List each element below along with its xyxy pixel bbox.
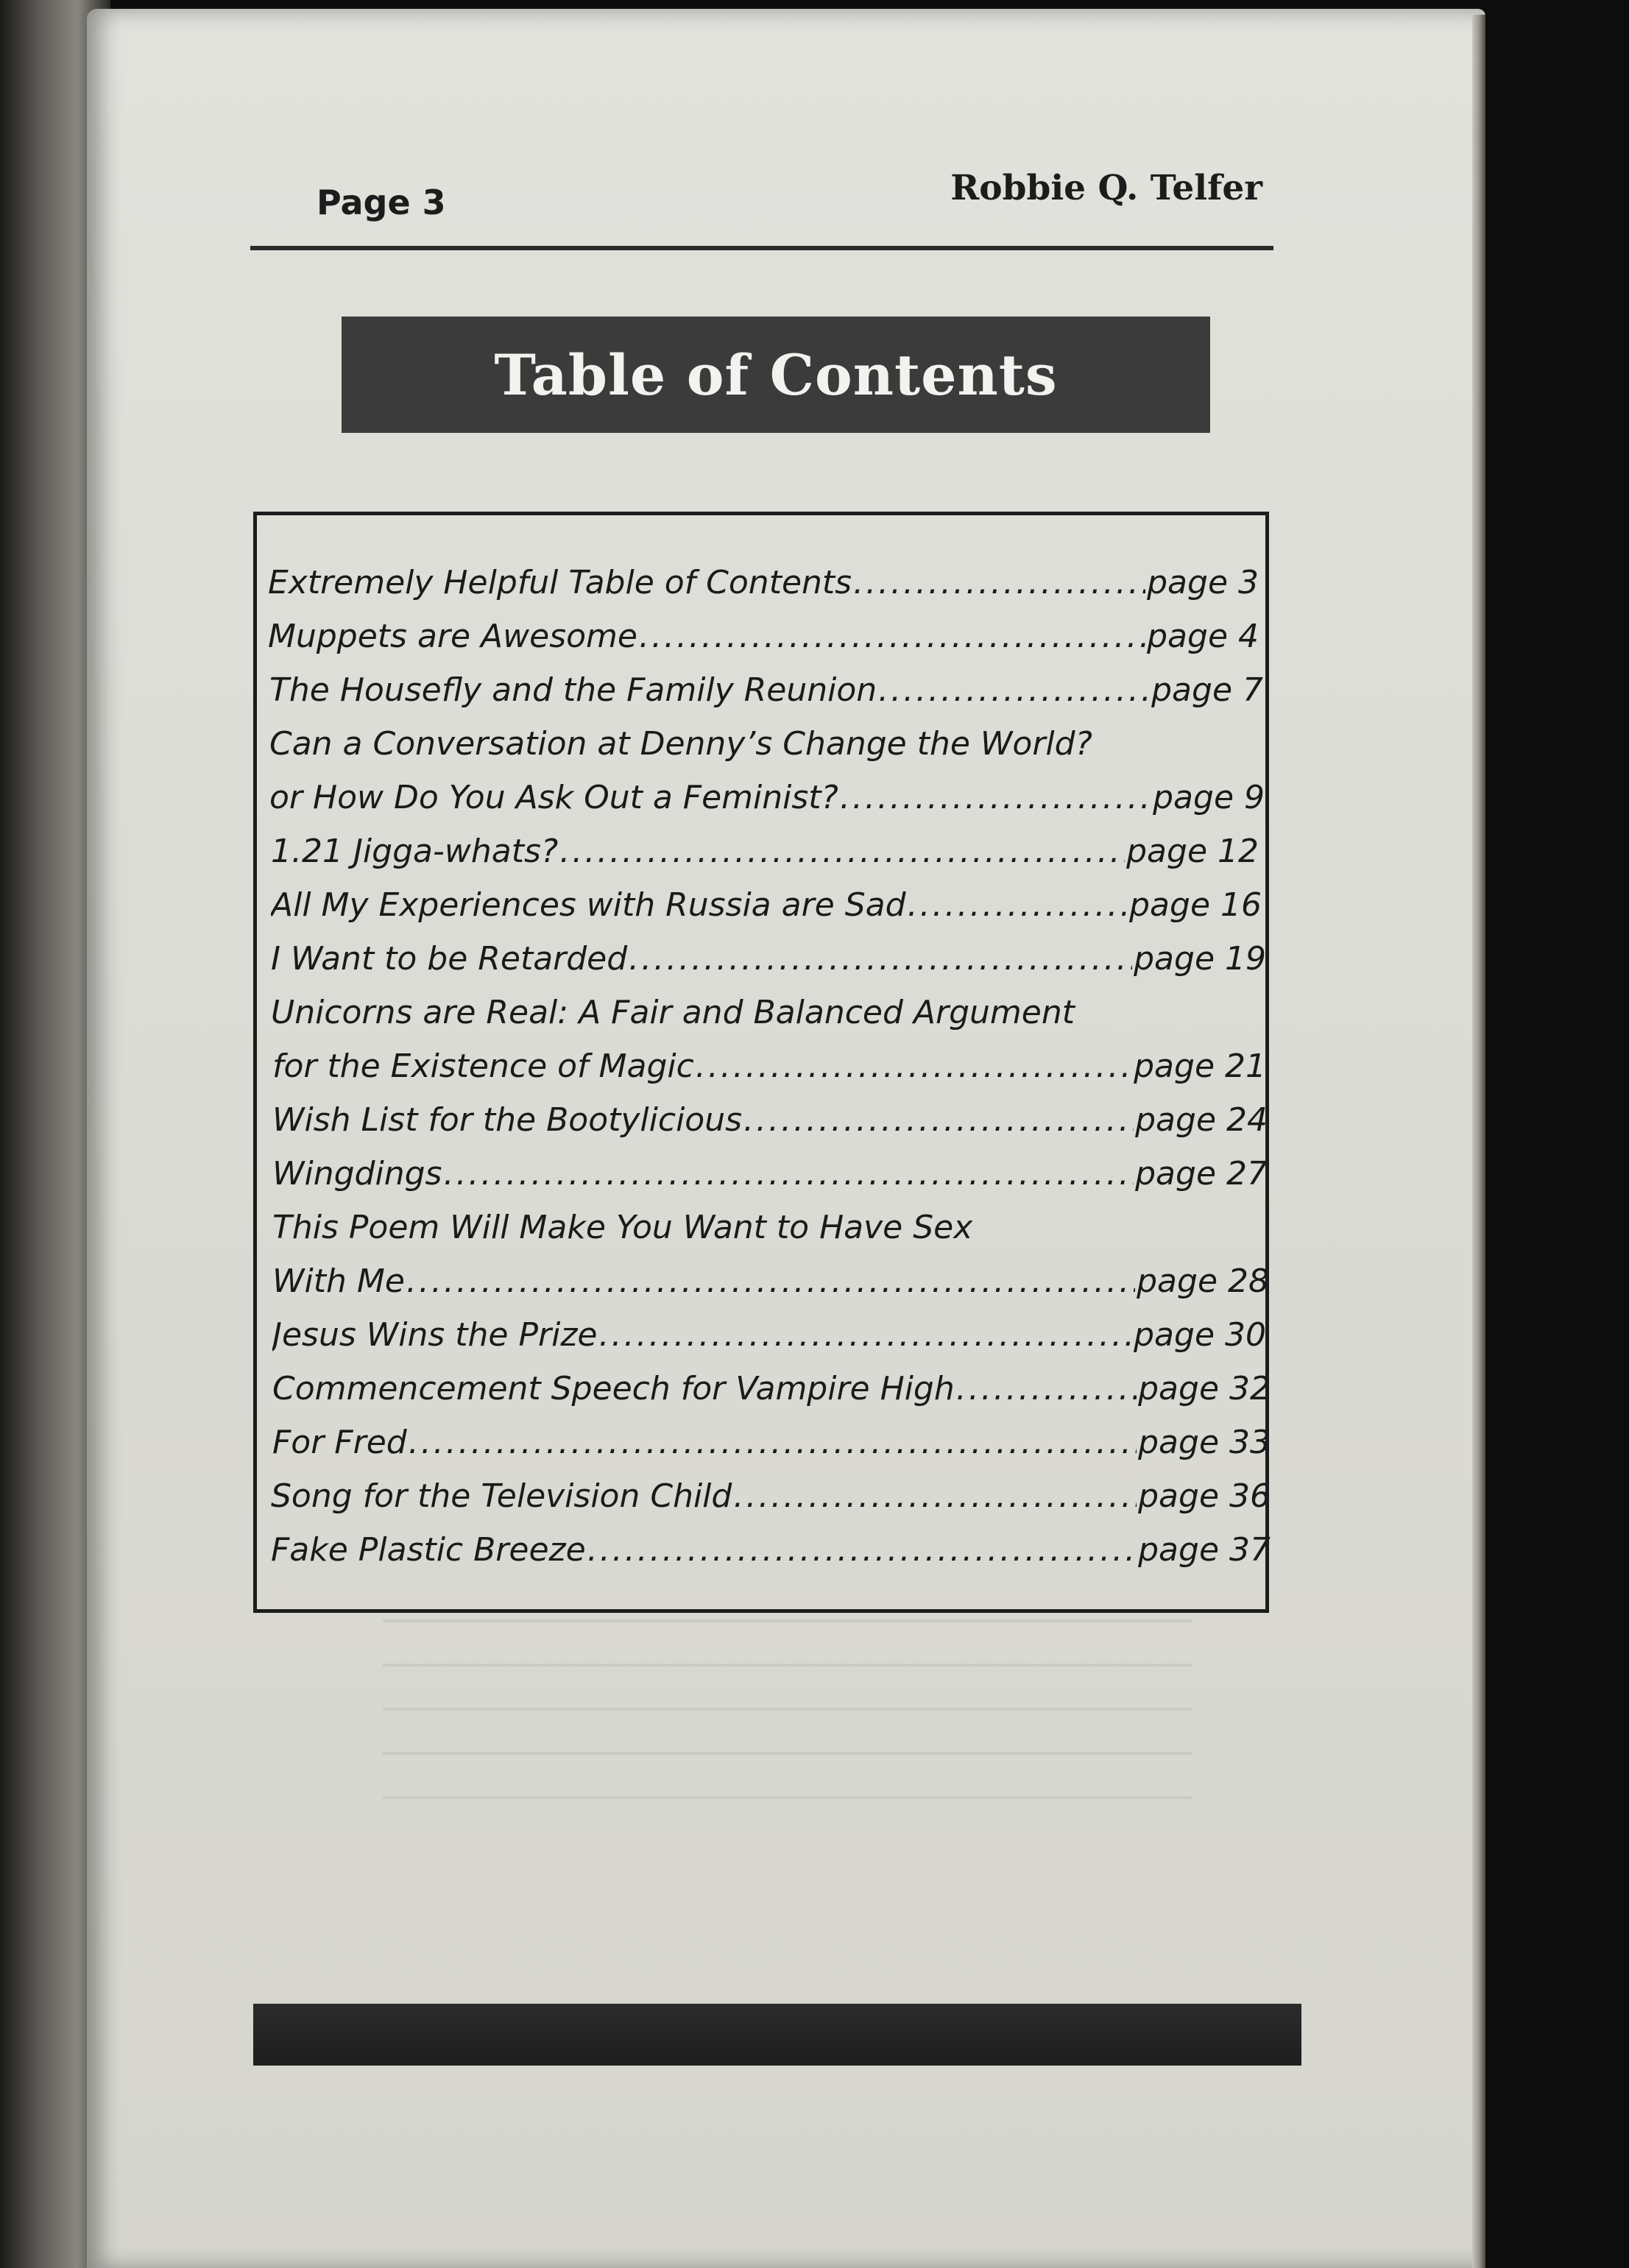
toc-entry-page: page 36 bbox=[1138, 1477, 1271, 1515]
toc-leader-dots bbox=[908, 886, 1128, 924]
toc-entry bbox=[268, 602, 1259, 655]
toc-entry-page: page 21 bbox=[1134, 1048, 1266, 1085]
toc-entry-page: page 32 bbox=[1138, 1370, 1271, 1407]
toc-entry bbox=[271, 817, 1259, 870]
toc-leader-dots bbox=[956, 1370, 1137, 1407]
toc-entry-title: Commencement Speech for Vampire High bbox=[272, 1370, 955, 1407]
toc-entry-title: With Me bbox=[272, 1262, 405, 1300]
footer-bar bbox=[253, 2004, 1301, 2066]
toc-entry-page: page 33 bbox=[1138, 1424, 1271, 1461]
toc-entry bbox=[269, 763, 1265, 816]
toc-entry-title: The Housefly and the Family Reunion bbox=[269, 671, 877, 709]
toc-leader-dots bbox=[409, 1424, 1137, 1461]
toc-entry-page: page 12 bbox=[1126, 833, 1259, 870]
toc-leader-dots bbox=[559, 833, 1125, 870]
toc-entry bbox=[271, 1516, 1271, 1569]
toc-entry-title: Song for the Television Child bbox=[271, 1477, 732, 1515]
author-header: Robbie Q. Telfer bbox=[950, 168, 1262, 208]
toc-entry-title: or How Do You Ask Out a Feminist? bbox=[269, 779, 838, 816]
toc-entry-title: Jesus Wins the Prize bbox=[272, 1316, 598, 1354]
toc-entry-title: For Fred bbox=[272, 1424, 407, 1461]
toc-entry bbox=[271, 1462, 1271, 1515]
title-banner bbox=[342, 317, 1210, 433]
toc-entry-page: page 24 bbox=[1135, 1101, 1268, 1139]
toc-entry-title: All My Experiences with Russia are Sad bbox=[271, 886, 906, 924]
toc-leader-dots bbox=[733, 1477, 1137, 1515]
toc-entry-title: Can a Conversation at Denny’s Change the World? bbox=[269, 725, 1092, 763]
toc-entry bbox=[272, 1354, 1271, 1407]
toc-entry-title: Muppets are Awesome bbox=[268, 618, 637, 655]
toc-entry-title: for the Existence of Magic bbox=[272, 1048, 694, 1085]
toc-entry-page: page 28 bbox=[1137, 1262, 1269, 1300]
toc-entry-title: Wingdings bbox=[272, 1155, 442, 1193]
toc-entry bbox=[271, 978, 1266, 1031]
toc-entry bbox=[272, 1301, 1266, 1354]
toc-entry-page: page 37 bbox=[1138, 1531, 1271, 1569]
toc-entry-page: page 19 bbox=[1134, 940, 1266, 978]
toc-leader-dots bbox=[639, 618, 1145, 655]
toc-entry bbox=[268, 548, 1259, 601]
page-number-header: Page 3 bbox=[317, 183, 446, 222]
toc-leader-dots bbox=[840, 779, 1151, 816]
toc-entry-page: page 16 bbox=[1129, 886, 1262, 924]
toc-entry bbox=[272, 1408, 1271, 1461]
toc-entry-page: page 30 bbox=[1134, 1316, 1266, 1354]
toc-entry bbox=[272, 1086, 1268, 1139]
toc-entry-title: Fake Plastic Breeze bbox=[271, 1531, 586, 1569]
toc-entry bbox=[271, 925, 1266, 978]
toc-entry-page: page 4 bbox=[1147, 618, 1259, 655]
toc-entry bbox=[271, 871, 1262, 924]
toc-leader-dots bbox=[878, 671, 1150, 709]
toc-leader-dots bbox=[629, 940, 1132, 978]
header-rule bbox=[250, 246, 1273, 250]
toc-leader-dots bbox=[743, 1101, 1134, 1139]
toc-leader-dots bbox=[406, 1262, 1135, 1300]
toc-entry-page: page 9 bbox=[1153, 779, 1265, 816]
toc-entry bbox=[272, 1193, 1268, 1246]
toc-entry bbox=[272, 1032, 1266, 1085]
toc-entry bbox=[272, 1140, 1268, 1193]
page-stack-edge bbox=[1472, 15, 1485, 2268]
toc-entry bbox=[272, 1247, 1269, 1300]
toc-leader-dots bbox=[599, 1316, 1133, 1354]
toc-entry-title: I Want to be Retarded bbox=[271, 940, 628, 978]
bleed-through-text bbox=[383, 1619, 1192, 1840]
toc-leader-dots bbox=[443, 1155, 1134, 1193]
toc-entry-title: Unicorns are Real: A Fair and Balanced Argument bbox=[271, 994, 1075, 1031]
toc-entry-title: Extremely Helpful Table of Contents bbox=[268, 564, 852, 601]
toc-leader-dots bbox=[853, 564, 1145, 601]
toc-entry bbox=[269, 656, 1263, 709]
toc-entry-page: page 3 bbox=[1147, 564, 1259, 601]
toc-entry-page: page 7 bbox=[1151, 671, 1263, 709]
toc-leader-dots bbox=[696, 1048, 1132, 1085]
page-title: Table of Contents bbox=[494, 342, 1058, 408]
toc-entry-title: 1.21 Jigga-whats? bbox=[271, 833, 559, 870]
toc-entry-title: This Poem Will Make You Want to Have Sex bbox=[272, 1209, 973, 1246]
toc-leader-dots bbox=[587, 1531, 1137, 1569]
toc-entry bbox=[269, 710, 1263, 763]
toc-entry-page: page 27 bbox=[1135, 1155, 1268, 1193]
toc-entry-title: Wish List for the Bootylicious bbox=[272, 1101, 743, 1139]
